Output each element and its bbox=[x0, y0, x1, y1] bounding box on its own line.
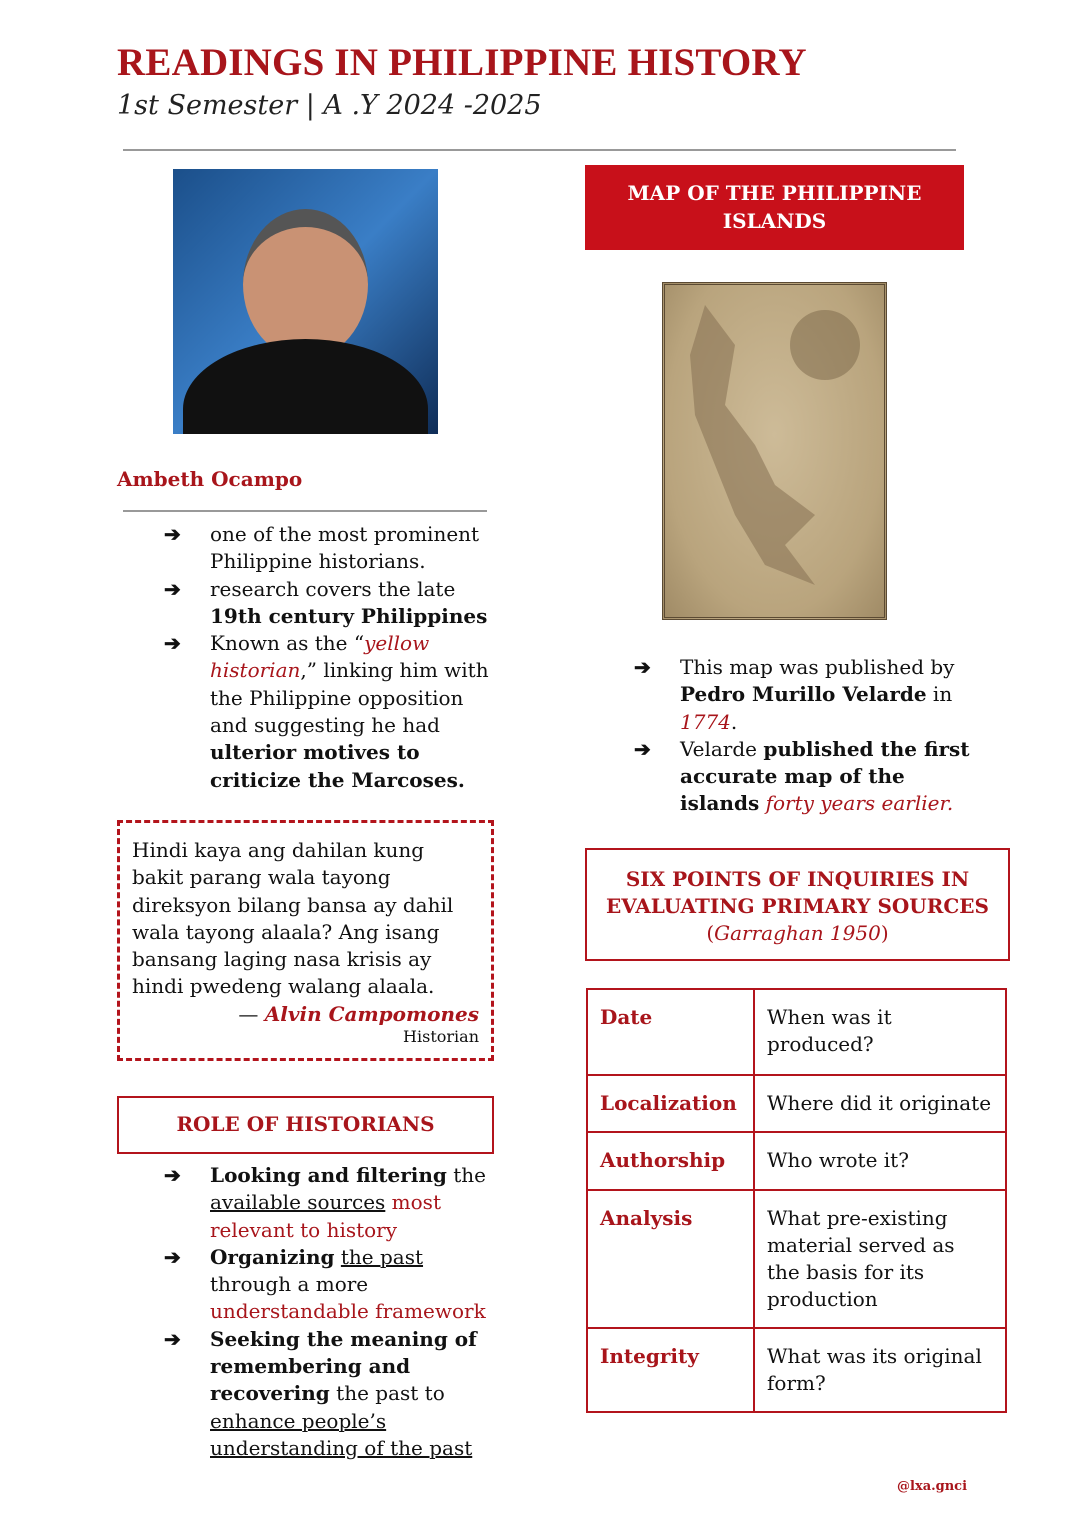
table-row bbox=[587, 1328, 1006, 1412]
bullet-text: research covers the late bbox=[210, 576, 456, 601]
bullet-text: Pedro Murillo Velarde bbox=[680, 682, 927, 707]
bullet-text: Seeking the meaning of remembering and recovering bbox=[210, 1326, 477, 1406]
page-title: READINGS IN PHILIPPINE HISTORY bbox=[117, 41, 807, 84]
quote-role: Historian bbox=[403, 1027, 479, 1047]
bullet-item bbox=[164, 1244, 494, 1326]
bullet-text: available sources bbox=[210, 1190, 386, 1215]
table-row bbox=[587, 1132, 1006, 1190]
inquiry-table bbox=[586, 988, 1007, 1413]
inquiry-heading-text: SIX POINTS OF INQUIRIES IN EVALUATING PRIMARY SOURCES bbox=[606, 867, 989, 918]
bullet-text: published the first accurate map of the islands bbox=[680, 736, 970, 816]
bullet-text: through a more bbox=[210, 1272, 369, 1297]
philippine-map-image bbox=[662, 282, 887, 620]
criterion-cell: Localization bbox=[587, 1075, 754, 1132]
bullet-text: ulterior motives to criticize the Marcoses. bbox=[210, 740, 465, 792]
bullet-text: Looking and filtering bbox=[210, 1163, 447, 1187]
roles-bullets bbox=[164, 1162, 494, 1462]
citation: Garraghan 1950 bbox=[714, 921, 881, 945]
bullet-text: 1774 bbox=[680, 709, 731, 734]
bullet-text: enhance people’s understanding of the past bbox=[210, 1408, 473, 1460]
bullet-item bbox=[164, 630, 494, 794]
question-cell: When was it produced? bbox=[754, 989, 1006, 1075]
question-cell: Where did it originate bbox=[754, 1075, 1006, 1132]
criterion-cell: Analysis bbox=[587, 1190, 754, 1328]
quote-author: Alvin Campomones bbox=[264, 1001, 479, 1026]
bullet-text: ,” linking him with the Philippine opposition and suggesting he had bbox=[210, 658, 489, 738]
bullet-text: This map was published by bbox=[680, 655, 955, 679]
paren: ) bbox=[880, 921, 889, 945]
question-cell: What was its original form? bbox=[754, 1328, 1006, 1412]
bullet-text: most relevant to history bbox=[210, 1190, 441, 1242]
bullet-text: in bbox=[926, 682, 953, 707]
table-row bbox=[587, 1190, 1006, 1328]
bullet-text: . bbox=[730, 709, 738, 734]
criterion-cell: Authorship bbox=[587, 1132, 754, 1190]
quote-text: Hindi kaya ang dahilan kung bakit parang wala tayong direksyon bilang bansa ay dahil wala tayong alaala? Ang isang bansang laging nasa krisis ay hindi pwedeng walang alaala. bbox=[132, 838, 454, 999]
bullet-text: the bbox=[446, 1163, 487, 1187]
roles-heading: ROLE OF HISTORIANS bbox=[117, 1096, 494, 1154]
author-handle: @lxa.gnci bbox=[897, 1479, 968, 1494]
bullet-text: Known as the “ bbox=[210, 631, 365, 656]
question-cell: Who wrote it? bbox=[754, 1132, 1006, 1190]
criterion-cell: Integrity bbox=[587, 1328, 754, 1412]
bullet-text: forty years earlier. bbox=[765, 791, 954, 816]
quote-dash: — bbox=[238, 1001, 265, 1026]
profile-bullets bbox=[164, 521, 494, 794]
page-subtitle: 1st Semester | A .Y 2024 -2025 bbox=[117, 90, 542, 121]
portrait-photo bbox=[173, 169, 438, 434]
divider bbox=[123, 149, 956, 151]
bullet-text: one of the most prominent Philippine historians. bbox=[210, 522, 480, 574]
divider bbox=[123, 510, 487, 512]
bullet-text: 19th century Philippines bbox=[210, 603, 488, 628]
bullet-text: understandable framework bbox=[210, 1299, 486, 1324]
quote-box bbox=[117, 820, 494, 1061]
bullet-text: Velarde bbox=[680, 736, 764, 761]
criterion-cell: Date bbox=[587, 989, 754, 1075]
inquiry-heading bbox=[585, 848, 1010, 961]
map-bullets bbox=[634, 654, 974, 818]
bullet-item bbox=[164, 1326, 494, 1462]
bullet-text: yellow historian bbox=[210, 631, 430, 683]
bullet-item bbox=[634, 736, 974, 818]
bullet-text: Organizing bbox=[210, 1244, 335, 1269]
table-row bbox=[587, 989, 1006, 1075]
map-heading: MAP OF THE PHILIPPINE ISLANDS bbox=[585, 165, 964, 250]
bullet-item bbox=[164, 1162, 494, 1244]
question-cell: What pre-existing material served as the basis for its production bbox=[754, 1190, 1006, 1328]
paren: ( bbox=[706, 921, 715, 945]
map-illustration bbox=[665, 285, 884, 617]
table-row bbox=[587, 1075, 1006, 1132]
historian-name: Ambeth Ocampo bbox=[117, 467, 303, 491]
bullet-item bbox=[164, 576, 494, 631]
bullet-text: the past to bbox=[329, 1381, 445, 1406]
bullet-item bbox=[164, 521, 494, 576]
bullet-text: the past bbox=[340, 1244, 424, 1269]
bullet-item bbox=[634, 654, 974, 736]
